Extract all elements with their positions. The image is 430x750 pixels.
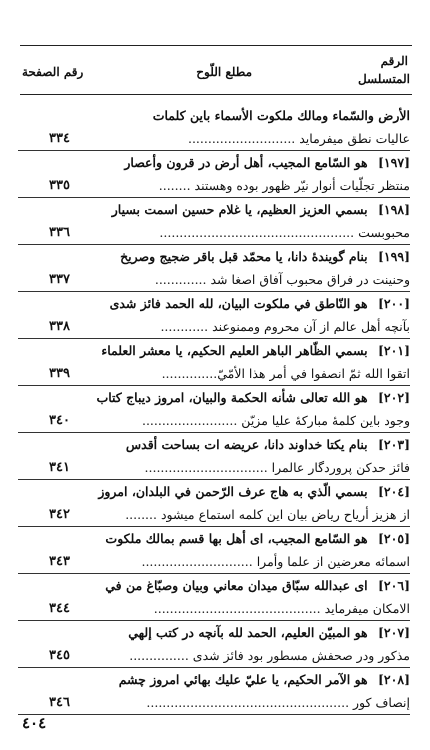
header-page-label: رقم الصفحة — [22, 65, 84, 79]
entry-second-line — [18, 268, 410, 291]
entry-text — [160, 315, 410, 338]
entry-incipit-text: اسمائه معرضين از علما وأمرا ............................ — [141, 554, 410, 569]
entry-incipit-text: هو المبيّن العليم، الحمد لله بآنچه در كتب إلهي — [128, 625, 368, 640]
entry-incipit-text: هو الله تعالى شأنه الحكمة والبيان، امروز ديباج كتاب — [96, 390, 368, 405]
entry-incipit-text: مذكور ودر صحفش مسطور بود فائز شدى ............... — [129, 648, 410, 663]
entry-serial-number: [٢٠٥] — [378, 531, 410, 546]
index-entry — [18, 339, 410, 386]
entry-incipit-text: محبوبست ................................................. — [159, 225, 410, 240]
entry-text — [101, 339, 410, 362]
entry-serial-number: [٢٠٢] — [378, 390, 410, 405]
entry-text — [145, 456, 410, 479]
entry-page-number: ٣٣٧ — [49, 272, 70, 287]
entry-incipit-text: هو السّامع المجيب، أهل أرض در قرون وأعصار — [124, 155, 368, 170]
entry-page-number: ٣٤٤ — [49, 601, 70, 616]
entry-text — [96, 386, 410, 409]
header-top-rule — [20, 45, 412, 46]
entry-page-number: ٣٤٢ — [49, 507, 70, 522]
entry-first-line — [18, 621, 410, 644]
entry-second-line — [18, 315, 410, 338]
entry-serial-number: [٢٠٦] — [378, 578, 410, 593]
entry-second-line — [18, 456, 410, 479]
entry-page-number: ٣٤٣ — [49, 554, 70, 569]
index-entry — [18, 104, 410, 151]
entry-incipit-text: بآنچه أهل عالم از آن محروم وممنوعند ............ — [160, 319, 410, 334]
index-entry — [18, 292, 410, 339]
header-incipit-label: مطلع اللّوح — [196, 65, 252, 79]
entry-text — [142, 409, 410, 432]
index-entry — [18, 668, 410, 715]
entry-second-line — [18, 174, 410, 197]
entry-text — [98, 480, 410, 503]
entry-text — [129, 644, 410, 667]
entry-first-line — [18, 292, 410, 315]
entry-page-number: ٣٣٨ — [49, 319, 70, 334]
entry-text — [125, 503, 410, 526]
entry-incipit-text: بسمي الظّاهر الباهر العليم الحكيم، يا معشر العلماء — [101, 343, 368, 358]
entry-text — [146, 691, 410, 714]
entry-incipit-text: هو الآمر الحكيم، يا عليّ عليك بهائي امروز چشم — [118, 672, 368, 687]
entry-serial-number: [٢٠٤] — [378, 484, 410, 499]
entry-page-number: ٣٣٦ — [49, 225, 70, 240]
index-entry — [18, 245, 410, 292]
entry-text — [105, 574, 410, 597]
entry-page-number: ٣٤٥ — [49, 648, 70, 663]
entry-incipit-text: اى عبدالله سبّاق ميدان معاني وبيان وصبّاغ من في — [105, 578, 368, 593]
entry-incipit-text: الأرض والسّماء ومالك ملكوت الأسماء باين كلمات — [152, 108, 410, 123]
entry-first-line — [18, 527, 410, 550]
entry-serial-number: [١٩٧] — [378, 155, 410, 170]
entry-text — [112, 198, 410, 221]
entry-incipit-text: بنام گوينده‌ٔ دانا، يا محمّد قبل باقر ضجيج وصريخ — [120, 249, 368, 264]
entry-first-line — [18, 668, 410, 691]
entry-text — [188, 127, 410, 150]
entry-first-line — [18, 386, 410, 409]
entry-text — [128, 621, 410, 644]
index-entry — [18, 621, 410, 668]
entry-first-line — [18, 151, 410, 174]
entry-incipit-text: عاليات نطق ميفرمايد ........................... — [187, 131, 410, 146]
index-entry — [18, 480, 410, 527]
entry-second-line — [18, 221, 410, 244]
entry-incipit-text: وحنينت در فراق محبوب آفاق اصغا شد ............. — [154, 272, 410, 287]
entry-incipit-text: هو السّامع المجيب، اى أهل بها قسم بمالك ملكوت — [105, 531, 368, 546]
header-serial-label-1: الرقم — [380, 54, 408, 68]
index-entry — [18, 151, 410, 198]
entry-text — [124, 151, 410, 174]
entry-second-line — [18, 550, 410, 573]
header-bottom-rule — [20, 94, 412, 95]
entry-second-line — [18, 362, 410, 385]
entry-second-line — [18, 597, 410, 620]
entry-incipit-text: هو النّاطق في ملكوت البيان، لله الحمد فائز شدى — [109, 296, 368, 311]
entry-incipit-text: از هزيز أرياح رياض بيان اين كلمه استماع ميشود ........ — [125, 507, 410, 522]
entry-first-line — [18, 433, 410, 456]
entry-serial-number: [٢٠١] — [378, 343, 410, 358]
entry-serial-number: [٢٠٠] — [378, 296, 410, 311]
entry-first-line — [18, 574, 410, 597]
entry-text — [119, 668, 410, 691]
header-serial-label-2: المتسلسل — [357, 72, 410, 86]
entry-text — [141, 550, 410, 573]
page-number: ٤٠٤ — [22, 714, 47, 732]
index-entries — [18, 104, 410, 715]
entry-text — [159, 174, 410, 197]
entry-serial-number: [٢٠٨] — [378, 672, 410, 687]
entry-incipit-text: وجود باين كلمهٔ مباركهٔ عليا مزيّن ........................ — [141, 413, 410, 428]
entry-page-number: ٣٣٤ — [49, 131, 70, 146]
entry-serial-number: [١٩٨] — [378, 202, 410, 217]
entry-first-line — [18, 480, 410, 503]
entry-first-line — [18, 104, 410, 127]
entry-second-line — [18, 644, 410, 667]
entry-second-line — [18, 691, 410, 714]
entry-first-line — [18, 339, 410, 362]
entry-serial-number: [١٩٩] — [378, 249, 410, 264]
index-entry — [18, 574, 410, 621]
entry-text — [153, 104, 410, 127]
entry-incipit-text: منتظر تجلّيات أنوار نيّر ظهور بوده وهستند ........ — [158, 178, 410, 193]
entry-incipit-text: اتقوا الله ثمّ انصفوا في أمر هذا الأمّيّ.............. — [161, 366, 410, 381]
entry-first-line — [18, 198, 410, 221]
entry-page-number: ٣٤١ — [49, 460, 70, 475]
entry-incipit-text: بنام يكتا خداوند دانا، عريضه ات بساحت أقدس — [125, 437, 368, 452]
entry-text — [110, 292, 410, 315]
entry-incipit-text: إنصاف كور ................................................... — [146, 695, 410, 710]
entry-text — [155, 268, 410, 291]
entry-text — [126, 433, 410, 456]
entry-text — [105, 527, 410, 550]
index-entry — [18, 198, 410, 245]
entry-text — [120, 245, 410, 268]
entry-text — [162, 362, 410, 385]
index-entry — [18, 386, 410, 433]
index-entry — [18, 527, 410, 574]
entry-page-number: ٣٣٥ — [49, 178, 70, 193]
entry-incipit-text: الامكان ميفرمايد .......................................... — [153, 601, 410, 616]
index-entry — [18, 433, 410, 480]
entry-text — [159, 221, 410, 244]
entry-page-number: ٣٤٦ — [49, 695, 70, 710]
entry-first-line — [18, 245, 410, 268]
entry-second-line — [18, 127, 410, 150]
entry-serial-number: [٢٠٧] — [378, 625, 410, 640]
entry-page-number: ٣٤٠ — [49, 413, 70, 428]
entry-page-number: ٣٣٩ — [49, 366, 70, 381]
entry-second-line — [18, 503, 410, 526]
entry-serial-number: [٢٠٣] — [378, 437, 410, 452]
entry-incipit-text: فائز حدكن پروردگار عالمرا ............................... — [144, 460, 410, 475]
entry-text — [154, 597, 410, 620]
entry-incipit-text: بسمي الّذي به هاج عرف الرّحمن في البلدان، امروز — [98, 484, 368, 499]
entry-incipit-text: بسمي العزيز العظيم، يا غلام حسين اسمت بسيار — [111, 202, 368, 217]
entry-second-line — [18, 409, 410, 432]
